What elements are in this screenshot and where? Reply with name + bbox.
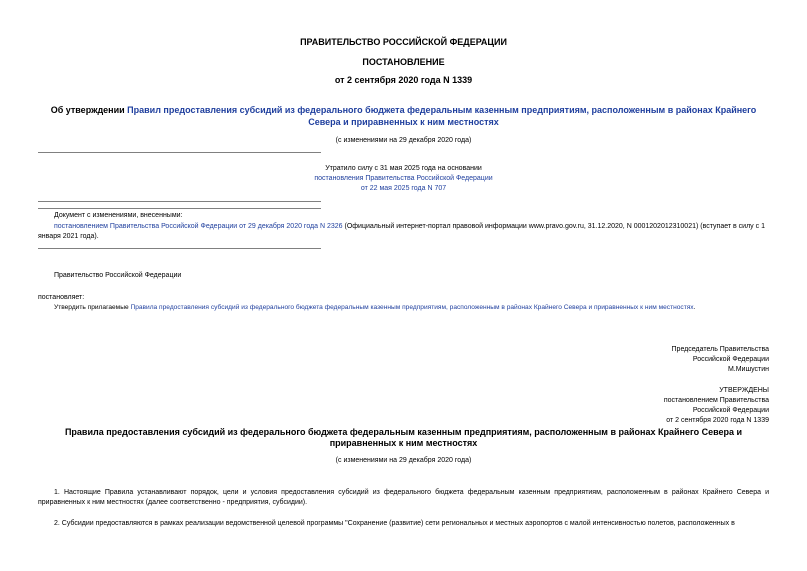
changes-note: (с изменениями на 29 декабря 2020 года): [335, 137, 472, 144]
rules-paragraph-1: 1. Настоящие Правила устанавливают порядок, цели и условия предоставления субсидий из федерального бюджета федеральным казенным предприятиям, расположенным в районах Крайнего Севера и приравненных к ним местностях (далее соответственно - предприятия, субсидии).: [38, 489, 769, 506]
approve-prefix: Утвердить прилагаемые: [54, 304, 131, 311]
doc-title: [38, 104, 769, 128]
divider: [38, 152, 321, 153]
approve-suffix: .: [693, 304, 696, 311]
government-label: Правительство Российской Федерации: [54, 272, 182, 279]
divider: [38, 201, 321, 202]
approved-decree: постановлением Правительства: [663, 397, 769, 404]
approved-date: от 2 сентября 2020 года N 1339: [666, 417, 769, 424]
doc-title-link[interactable]: Правил предоставления субсидий из федерального бюджета федеральным казенным предприятиям, расположенным в районах Крайнего Севера и приравненных к ним местностях: [127, 105, 757, 127]
divider: [38, 208, 321, 209]
signature-country: Российской Федерации: [692, 356, 769, 363]
signature-name: М.Мишустин: [727, 366, 769, 373]
amendments-intro: Документ с изменениями, внесенными:: [54, 212, 183, 219]
expiry-link-decree[interactable]: постановления Правительства Российской Федерации: [314, 175, 493, 182]
signature-title: Председатель Правительства: [671, 346, 769, 353]
amendments-text: [38, 222, 769, 242]
doc-type-heading: ПОСТАНОВЛЕНИЕ: [362, 57, 445, 67]
approve-link[interactable]: Правила предоставления субсидий из федерального бюджета федеральным казенным предприятиям, расположенным в районах Крайнего Севера и приравненных к ним местностях: [130, 304, 694, 311]
doc-title-prefix: Об утверждении: [50, 105, 128, 115]
approved-country: Российской Федерации: [692, 407, 769, 414]
divider: [38, 248, 321, 249]
amendments-rest: (Официальный интернет-портал правовой информации www.pravo.gov.ru, 31.12.2020, N 0001202012310021) (вступает в силу с 1 января 2021 года).: [38, 223, 765, 240]
expiry-link-date[interactable]: от 22 мая 2025 года N 707: [360, 185, 447, 192]
rules-title: Правила предоставления субсидий из федерального бюджета федеральным казенным предприятиям, расположенным в районах Крайнего Севера и приравненных к ним местностях: [64, 427, 743, 448]
rules-paragraph-2: 2. Субсидии предоставляются в рамках реализации ведомственной целевой программы "Сохранение (развитие) сети региональных и местных аэропортов с малой интенсивностью полетов, расположенных в: [54, 520, 735, 527]
expiry-line: Утратило силу с 31 мая 2025 года на основании: [325, 165, 482, 172]
amendments-link[interactable]: постановлением Правительства Российской Федерации от 29 декабря 2020 года N 2326: [54, 223, 343, 230]
approved-label: УТВЕРЖДЕНЫ: [719, 387, 769, 394]
doc-date-number: от 2 сентября 2020 года N 1339: [334, 75, 473, 85]
approve-paragraph: [54, 303, 769, 313]
decrees-label: постановляет:: [38, 294, 85, 301]
org-heading: ПРАВИТЕЛЬСТВО РОССИЙСКОЙ ФЕДЕРАЦИИ: [300, 37, 507, 47]
rules-changes-note: (с изменениями на 29 декабря 2020 года): [335, 457, 472, 464]
